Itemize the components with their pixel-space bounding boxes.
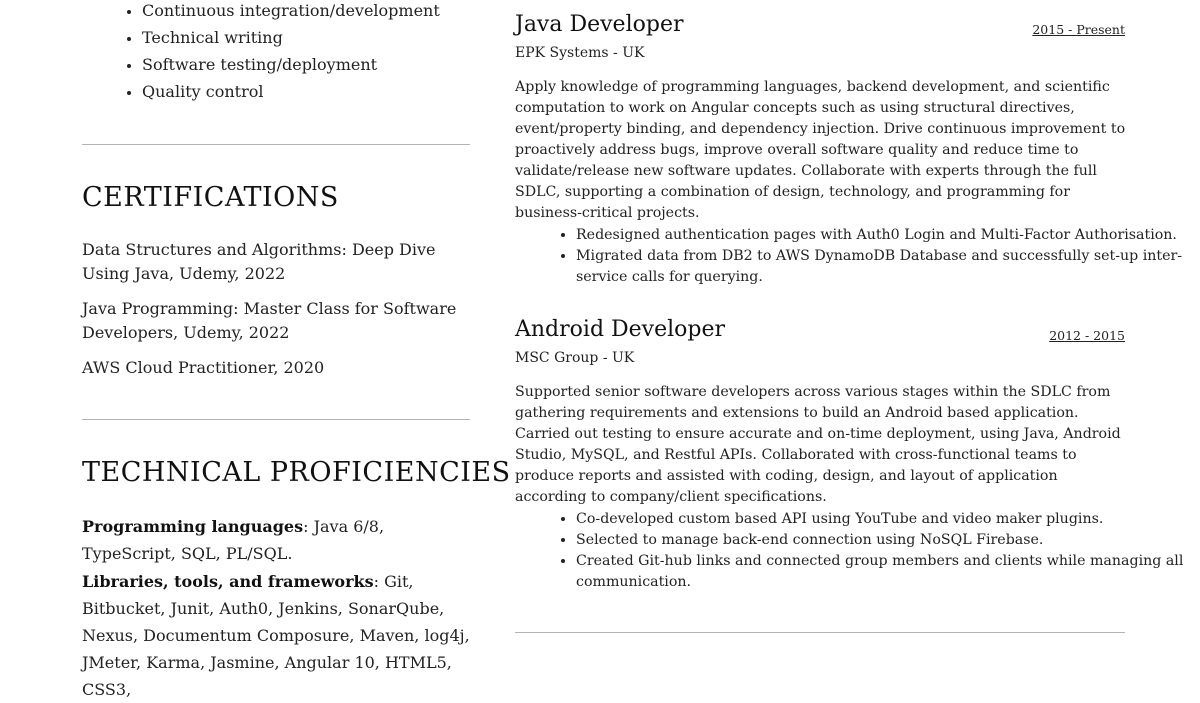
- job-description: Apply knowledge of programming languages, backend development, and scientific computation to work on Angular concepts such as using structural directives, event/property binding, and dependency injection. Drive continuous improvement to proactively address bugs, improve overall software quality and reduce time to validate/release new software updates. Collaborate with experts through the full SDLC, supporting a combination of design, technology, and programming for business-critical projects.: [515, 79, 1126, 221]
- job-title: Java Developer: [515, 12, 684, 37]
- achievement-item: • Migrated data from DB2 to AWS DynamoDB Database and successfully set-up inter-service calls for querying.: [576, 246, 1188, 288]
- section-divider: [82, 419, 470, 420]
- programming-languages-value: : Java 6/8, TypeScript, SQL, PL/SQL.: [82, 517, 385, 563]
- section-divider: [515, 632, 1125, 633]
- certification-item: Data Structures and Algorithms: Deep Dive Using Java, Udemy, 2022: [82, 240, 436, 283]
- job-company: EPK Systems - UK: [515, 45, 645, 61]
- job-description: Supported senior software developers across various stages within the SDLC from gathering requirements and extensions to build an Android based application. Carried out testing to ensure accurate and on-time deployment, using Java, Android Studio, MySQL, and Restful APIs. Collaborated with cross-functional teams to produce reports and assisted with coding, design, and layout of application according to company/client specifications.: [515, 384, 1121, 505]
- programming-languages: [82, 513, 474, 567]
- libraries-tools-frameworks: [82, 568, 474, 703]
- job-date: 2012 - 2015: [1049, 328, 1125, 343]
- programming-languages-label: Programming languages: [82, 517, 304, 536]
- achievement-item: • Created Git-hub links and connected group members and clients while managing all communication.: [576, 551, 1188, 593]
- achievement-item: • Co-developed custom based API using YouTube and video maker plugins.: [576, 509, 1188, 530]
- job-achievements: [515, 225, 1188, 288]
- technical-proficiencies-heading: TECHNICAL PROFICIENCIES: [82, 457, 511, 488]
- skill-item: • Technical writing: [142, 24, 440, 51]
- section-divider: [82, 144, 470, 145]
- job-date: 2015 - Present: [1032, 22, 1125, 37]
- certification-item: AWS Cloud Practitioner, 2020: [82, 358, 325, 377]
- skill-item: • Continuous integration/development: [142, 0, 440, 24]
- skill-item: • Quality control: [142, 78, 440, 105]
- skills-list: [82, 0, 440, 105]
- job-achievements: [515, 509, 1188, 593]
- certifications-heading: CERTIFICATIONS: [82, 182, 339, 213]
- certification-item: Java Programming: Master Class for Software Developers, Udemy, 2022: [82, 299, 457, 342]
- job-title: Android Developer: [515, 317, 726, 342]
- job-company: MSC Group - UK: [515, 350, 635, 366]
- achievement-item: • Selected to manage back-end connection using NoSQL Firebase.: [576, 530, 1188, 551]
- libraries-label: Libraries, tools, and frameworks: [82, 572, 374, 591]
- libraries-value: : Git, Bitbucket, Junit, Auth0, Jenkins, SonarQube, Nexus, Documentum Composure, Maven, log4j, JMeter, Karma, Jasmine, Angular 10, HTML5, CSS3,: [82, 572, 470, 699]
- achievement-item: • Redesigned authentication pages with Auth0 Login and Multi-Factor Authorisation.: [576, 225, 1188, 246]
- skill-item: • Software testing/deployment: [142, 51, 440, 78]
